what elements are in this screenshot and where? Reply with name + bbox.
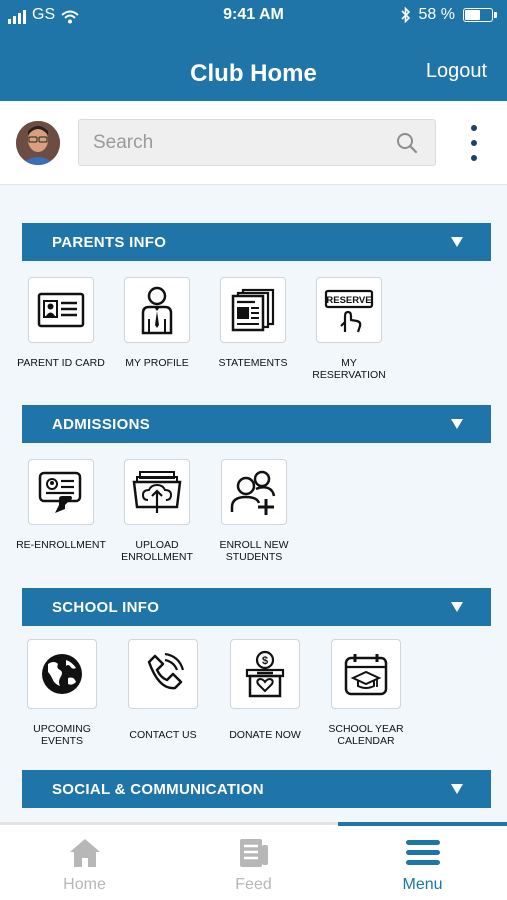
carrier-name: GS bbox=[32, 6, 56, 23]
logout-button[interactable]: Logout bbox=[425, 60, 487, 82]
tile-label: RE-ENROLLMENT bbox=[16, 539, 106, 551]
tab-label: Home bbox=[63, 876, 106, 893]
tab-feed[interactable] bbox=[169, 825, 338, 900]
status-bar bbox=[0, 0, 507, 30]
globe-icon bbox=[27, 639, 97, 709]
tab-label: Feed bbox=[235, 876, 272, 893]
section-label: SOCIAL & COMMUNICATION bbox=[52, 781, 264, 798]
reserve-icon-text: RESERVE bbox=[326, 295, 372, 306]
calendar-icon bbox=[331, 639, 401, 709]
tile-label: STATEMENTS bbox=[218, 357, 288, 369]
section-school-info[interactable] bbox=[22, 588, 491, 626]
section-label: ADMISSIONS bbox=[52, 416, 151, 433]
school-year-calendar-tile[interactable] bbox=[321, 639, 411, 747]
my-reservation-tile[interactable] bbox=[304, 277, 394, 381]
enroll-new-students-tile[interactable] bbox=[209, 459, 299, 563]
tile-label: UPCOMING EVENTS bbox=[33, 723, 91, 747]
section-social-communication[interactable] bbox=[22, 770, 491, 808]
person-icon bbox=[124, 277, 190, 343]
tile-label: DONATE NOW bbox=[229, 729, 301, 741]
contact-us-tile[interactable] bbox=[118, 639, 208, 741]
parent-id-card-tile[interactable] bbox=[16, 277, 106, 369]
tile-label: ENROLL NEW STUDENTS bbox=[219, 539, 289, 563]
upload-enrollment-tile[interactable] bbox=[112, 459, 202, 563]
tab-home[interactable] bbox=[0, 825, 169, 900]
caret-down-icon bbox=[451, 784, 463, 794]
upload-icon bbox=[124, 459, 190, 525]
tile-label: CONTACT US bbox=[129, 729, 197, 741]
tab-label: Menu bbox=[402, 876, 443, 893]
tab-menu[interactable] bbox=[338, 825, 507, 900]
statements-icon bbox=[220, 277, 286, 343]
battery-icon bbox=[463, 8, 493, 22]
tile-label: PARENT ID CARD bbox=[17, 357, 105, 369]
app-header bbox=[0, 0, 507, 101]
page-title: Club Home bbox=[190, 60, 317, 87]
re-enrollment-tile[interactable] bbox=[16, 459, 106, 551]
avatar[interactable] bbox=[16, 121, 60, 165]
home-icon bbox=[68, 837, 102, 869]
add-users-icon bbox=[221, 459, 287, 525]
bluetooth-icon bbox=[401, 7, 411, 23]
id-card-icon bbox=[28, 277, 94, 343]
statements-tile[interactable] bbox=[208, 277, 298, 369]
feed-icon bbox=[237, 837, 271, 869]
re-enrollment-icon bbox=[28, 459, 94, 525]
menu-icon bbox=[406, 837, 440, 869]
search-row bbox=[0, 101, 507, 185]
donate-now-tile[interactable] bbox=[220, 639, 310, 741]
more-options-icon[interactable] bbox=[462, 123, 486, 163]
battery-percent: 58 % bbox=[418, 6, 455, 23]
section-label: SCHOOL INFO bbox=[52, 599, 160, 616]
caret-down-icon bbox=[451, 237, 463, 247]
caret-down-icon bbox=[451, 602, 463, 612]
bottom-tab-bar bbox=[0, 822, 507, 900]
search-icon[interactable] bbox=[395, 131, 419, 155]
caret-down-icon bbox=[451, 419, 463, 429]
section-admissions[interactable] bbox=[22, 405, 491, 443]
tile-label: MY PROFILE bbox=[125, 357, 189, 369]
search-field bbox=[78, 119, 436, 166]
tile-label: UPLOAD ENROLLMENT bbox=[121, 539, 193, 563]
section-parents-info[interactable] bbox=[22, 223, 491, 261]
tile-label: SCHOOL YEAR CALENDAR bbox=[328, 723, 404, 747]
tile-label: MY RESERVATION bbox=[312, 357, 386, 381]
donate-icon bbox=[230, 639, 300, 709]
my-profile-tile[interactable] bbox=[112, 277, 202, 369]
status-time: 9:41 AM bbox=[223, 6, 284, 23]
upcoming-events-tile[interactable] bbox=[17, 639, 107, 747]
search-input[interactable] bbox=[79, 120, 435, 165]
svg-text:$: $ bbox=[261, 655, 269, 667]
phone-icon bbox=[128, 639, 198, 709]
reserve-icon bbox=[316, 277, 382, 343]
section-label: PARENTS INFO bbox=[52, 234, 167, 251]
